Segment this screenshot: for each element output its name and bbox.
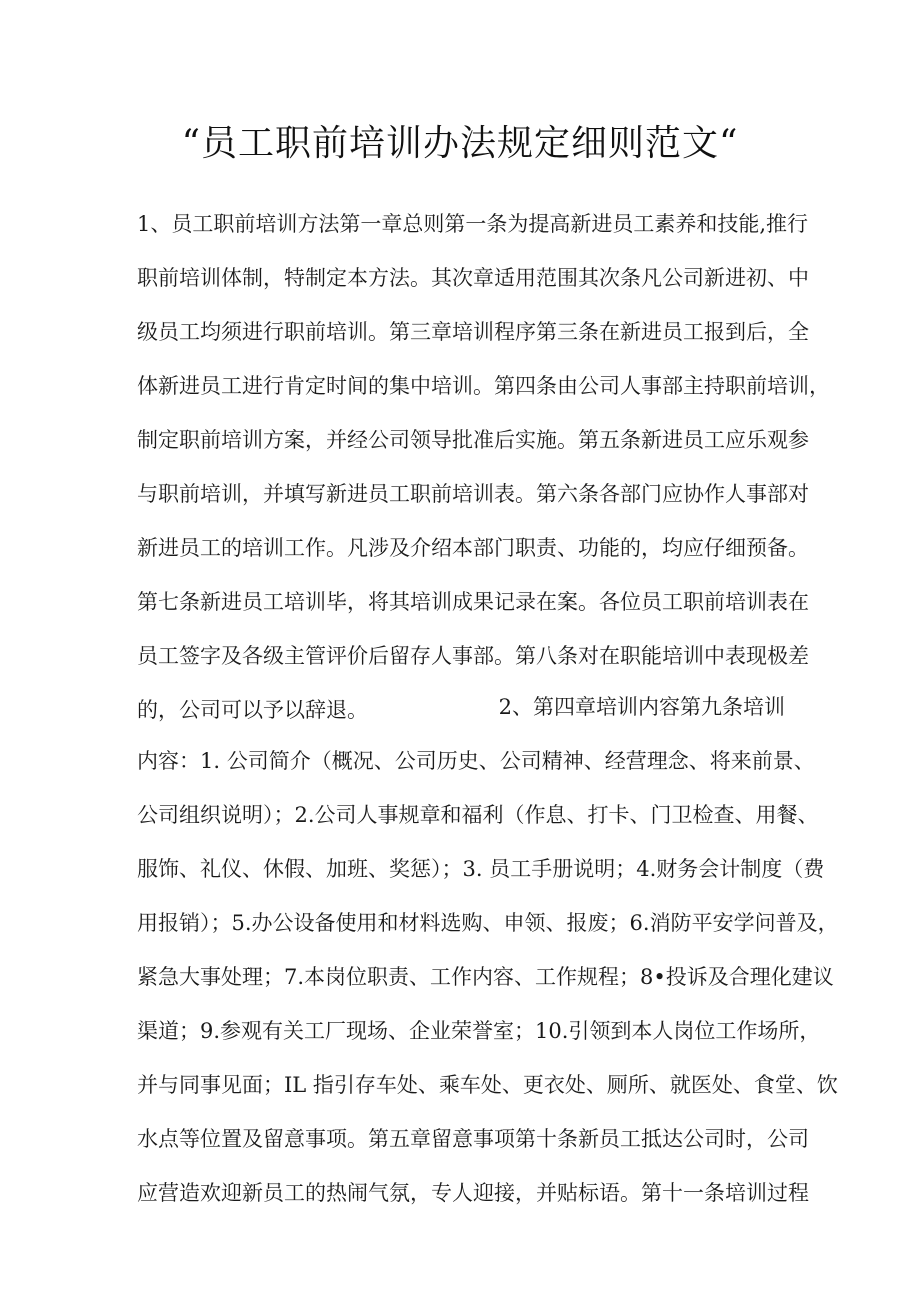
document-title: “员工职前培训办法规定细则范文“ (181, 123, 739, 164)
text-line: 级员工均须进行职前培训。第三章培训程序第三条在新进员工报到后，全 (137, 320, 809, 344)
text-line: 公司组织说明）；2.公司人事规章和福利（作息、打卡、门卫检查、用餐、 (137, 803, 819, 827)
section-heading: 2、第四章培训内容第九条培训 (498, 695, 785, 719)
text-line: 并与同事见面；IL 指引存车处、乘车处、更衣处、厕所、就医处、食堂、饮 (137, 1073, 838, 1097)
text-line: 第七条新进员工培训毕，将其培训成果记录在案。各位员工职前培训表在 (137, 590, 809, 614)
text-line: 应营造欢迎新员工的热闹气氛，专人迎接，并贴标语。第十一条培训过程 (137, 1181, 809, 1205)
text-line: 服饰、礼仪、休假、加班、奖惩）；3. 员工手册说明；4.财务会计制度（费 (137, 857, 825, 881)
text-line: 1、员工职前培训方法第一章总则第一条为提高新进员工素养和技能,推行 (137, 212, 809, 236)
text-line: 渠道；9.参观有关工厂现场、企业荣誉室；10.引领到本人岗位工作场所， (137, 1019, 821, 1043)
text-line: 用报销）；5.办公设备使用和材料选购、申领、报废；6.消防平安学问普及， (137, 911, 839, 935)
text-line: 与职前培训，并填写新进员工职前培训表。第六条各部门应协作人事部对 (137, 482, 809, 506)
text-line: 体新进员工进行肯定时间的集中培训。第四条由公司人事部主持职前培训， (137, 374, 830, 398)
text-line: 的，公司可以予以辞退。 (137, 698, 368, 722)
text-line: 新进员工的培训工作。凡涉及介绍本部门职责、功能的，均应仔细预备。 (137, 536, 809, 560)
text-line: 内容：1. 公司简介（概况、公司历史、公司精神、经营理念、将来前景、 (137, 749, 815, 773)
text-line: 员工签字及各级主管评价后留存人事部。第八条对在职能培训中表现极差 (137, 644, 809, 668)
text-line: 制定职前培训方案，并经公司领导批准后实施。第五条新进员工应乐观参 (137, 428, 809, 452)
paragraph-2 (137, 693, 839, 1233)
text-line: 职前培训体制，特制定本方法。其次章适用范围其次条凡公司新进初、中 (137, 266, 809, 290)
text-line: 紧急大事处理；7.本岗位职责、工作内容、工作规程；8•投诉及合理化建议 (137, 965, 834, 989)
paragraph-1 (137, 210, 830, 750)
text-line: 水点等位置及留意事项。第五章留意事项第十条新员工抵达公司时，公司 (137, 1127, 809, 1151)
